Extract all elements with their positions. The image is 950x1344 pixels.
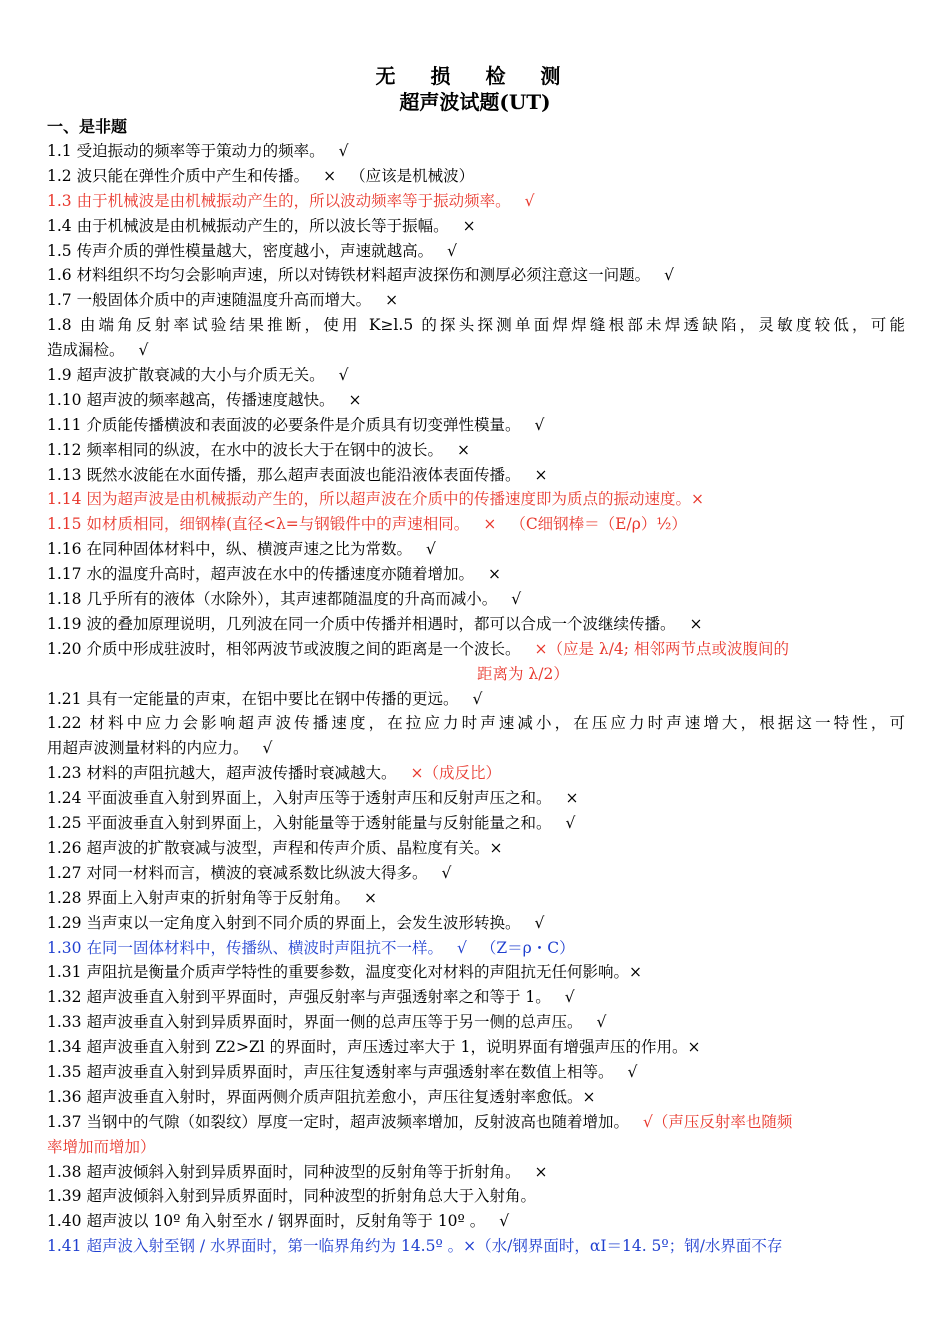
- question-text: 造成漏检。: [47, 341, 125, 360]
- question-text: 频率相同的纵波，在水中的波长大于在钢中的波长。: [86, 440, 443, 459]
- question-text: 几乎所有的液体（水除外），其声速都随温度的升高而减小。: [86, 590, 498, 609]
- question-line: [47, 911, 905, 936]
- question-text: 受迫振动的频率等于策动力的频率。: [76, 142, 325, 160]
- question-text: 超声波的扩散衰减与波型，声程和传声介质、晶粒度有关。×: [86, 838, 503, 857]
- answer-mark: √: [441, 863, 452, 882]
- question-text: 用超声波测量材料的内应力。: [47, 739, 249, 758]
- answer-mark: √: [524, 191, 535, 210]
- question-text: 超声波倾斜入射到异质界面时，同种波型的反射角等于折射角。: [86, 1162, 521, 1181]
- question-number: 1.27: [47, 863, 87, 882]
- question-text: 由于机械波是由机械振动产生的，所以波长等于振幅。: [76, 216, 449, 235]
- question-text: 界面上入射声束的折射角等于反射角。: [86, 888, 350, 907]
- answer-mark: √: [627, 1062, 638, 1081]
- answer-mark: ×: [534, 465, 548, 484]
- question-line: [47, 1135, 905, 1160]
- question-line: [47, 512, 905, 537]
- answer-mark: √: [447, 241, 457, 260]
- answer-mark: ×: [565, 789, 579, 808]
- question-line: [47, 562, 905, 587]
- question-text: 超声波倾斜入射到异质界面时，同种波型的折射角总大于入射角。: [86, 1187, 536, 1206]
- question-line: [47, 1110, 905, 1135]
- question-text: 一般固体介质中的声速随温度升高而增大。: [76, 291, 372, 310]
- answer-mark: ×: [462, 216, 476, 235]
- answer-mark: √: [511, 590, 522, 609]
- answer-note: ×（应是 λ/4; 相邻两节点或波腹间的: [534, 639, 789, 658]
- question-number: 1.32: [47, 988, 87, 1007]
- question-number: 1.26: [47, 838, 87, 857]
- question-number: 1.4: [47, 216, 77, 235]
- question-line: [47, 786, 905, 811]
- question-number: 1.1: [47, 142, 77, 160]
- question-number: 1.37: [47, 1112, 87, 1131]
- question-text: 超声波的频率越高，传播速度越快。: [86, 390, 335, 409]
- question-text: 当声束以一定角度入射到不同介质的界面上，会发生波形转换。: [86, 913, 521, 932]
- answer-mark: √: [472, 689, 483, 708]
- question-number: 1.6: [47, 266, 77, 285]
- question-line: [47, 711, 905, 736]
- question-number: 1.23: [47, 764, 87, 783]
- answer-mark: √: [338, 366, 349, 385]
- question-text: 由端角反射率试验结果推断，使用 K≥l.5 的探头探测单面焊焊缝根部未焊透缺陷，灵敏度较低，可能: [79, 316, 905, 335]
- question-text: 水的温度升高时，超声波在水中的传播速度亦随着增加。: [86, 565, 474, 584]
- question-text: 介质中形成驻波时，相邻两波节或波腹之间的距离是一个波长。: [86, 639, 521, 658]
- question-line: [47, 936, 905, 961]
- question-number: 1.5: [47, 241, 77, 260]
- question-number: 1.12: [47, 440, 87, 459]
- doc-title: 无 损 检 测: [375, 64, 575, 88]
- answer-mark: ×: [323, 166, 337, 185]
- question-text: 声阻抗是衡量介质声学特性的重要参数，温度变化对材料的声阻抗无任何影响。×: [86, 963, 642, 982]
- question-number: 1.14: [47, 490, 87, 509]
- answer-mark: √: [499, 1212, 510, 1231]
- question-line: [47, 761, 905, 786]
- question-line: [47, 662, 905, 687]
- answer-mark: √: [664, 266, 674, 285]
- question-line: [47, 487, 905, 512]
- question-number: 1.21: [47, 689, 87, 708]
- question-number: 1.30: [47, 938, 87, 957]
- question-line: [47, 861, 905, 886]
- question-text: 因为超声波是由机械振动产生的，所以超声波在介质中的传播速度即为质点的振动速度。×: [86, 490, 704, 509]
- question-text: 超声波垂直入射到异质界面时，声压往复透射率与声强透射率在数值上相等。: [86, 1062, 614, 1081]
- question-number: 1.10: [47, 390, 87, 409]
- question-number: 1.11: [47, 415, 87, 434]
- answer-mark: √: [564, 988, 575, 1007]
- question-line: [47, 985, 905, 1010]
- question-line: [47, 164, 905, 189]
- answer-mark: √: [596, 1013, 607, 1032]
- answer-mark: √: [565, 814, 576, 833]
- question-line: [47, 811, 905, 836]
- question-text: 平面波垂直入射到界面上，入射声压等于透射声压和反射声压之和。: [86, 789, 552, 808]
- question-number: 1.3: [47, 191, 77, 210]
- question-line: [47, 388, 905, 413]
- question-text: 超声波垂直入射到 Z2>Zl 的界面时，声压透过率大于 1，说明界面有增强声压的作用。×: [86, 1038, 701, 1057]
- question-line: [47, 587, 905, 612]
- answer-note: √（声压反射率也随频: [642, 1112, 793, 1131]
- question-text: 在同种固体材料中，纵、横渡声速之比为常数。: [86, 540, 412, 559]
- answer-mark: √: [534, 913, 545, 932]
- question-line: [47, 687, 905, 712]
- answer-mark: √: [338, 142, 349, 160]
- question-text: 材料组织不均匀会影响声速，所以对铸铁材料超声波探伤和测厚必须注意这一问题。: [76, 266, 651, 285]
- question-number: 1.25: [47, 814, 87, 833]
- question-text: 波只能在弹性介质中产生和传播。: [76, 166, 310, 185]
- question-line: [47, 438, 905, 463]
- question-line: [47, 1035, 905, 1060]
- question-line: [47, 537, 905, 562]
- question-number: 1.7: [47, 291, 77, 310]
- answer-mark: √: [138, 341, 149, 360]
- question-text: 超声波入射至钢 / 水界面时，第一临界角约为 14.5º 。×（水/钢界面时，αⅠ＝14. 5º；钢/水界面不存: [86, 1237, 783, 1256]
- question-line: [47, 886, 905, 911]
- question-text: 超声波垂直入射时，界面两侧介质声阻抗差愈小，声压往复透射率愈低。×: [86, 1087, 596, 1106]
- question-number: 1.33: [47, 1013, 87, 1032]
- question-line: [47, 189, 905, 214]
- answer-mark: √: [262, 739, 273, 758]
- question-text: 对同一材料而言，横波的衰减系数比纵波大得多。: [86, 863, 428, 882]
- question-number: 1.17: [47, 565, 87, 584]
- question-line: [47, 836, 905, 861]
- question-line: [47, 239, 905, 264]
- question-text: 材料中应力会影响超声波传播速度，在拉应力时声速减小，在压应力时声速增大，根据这一特性，可: [89, 714, 905, 733]
- question-line: [47, 263, 905, 288]
- question-number: 1.35: [47, 1062, 87, 1081]
- question-line: [47, 1209, 905, 1234]
- question-line: [47, 960, 905, 985]
- question-number: 1.13: [47, 465, 87, 484]
- question-text: 具有一定能量的声束，在铝中要比在钢中传播的更远。: [86, 689, 459, 708]
- question-text: 既然水波能在水面传播，那么超声表面波也能沿液体表面传播。: [86, 465, 521, 484]
- question-number: 1.38: [47, 1162, 87, 1181]
- question-number: 1.40: [47, 1212, 87, 1231]
- question-number: 1.8: [47, 316, 80, 335]
- question-text: 超声波垂直入射到异质界面时，界面一侧的总声压等于另一侧的总声压。: [86, 1013, 583, 1032]
- question-line: [47, 1060, 905, 1085]
- question-text: 传声介质的弹性模量越大，密度越小，声速就越高。: [76, 241, 434, 260]
- question-text: 当钢中的气隙（如裂纹）厚度一定时，超声波频率增加，反射波高也随着增加。: [86, 1112, 629, 1131]
- answer-note: 距离为 λ/2）: [477, 664, 569, 683]
- question-line: [47, 338, 905, 363]
- question-text: 介质能传播横波和表面波的必要条件是介质具有切变弹性模量。: [86, 415, 521, 434]
- question-text: 由于机械波是由机械振动产生的，所以波动频率等于振动频率。: [76, 191, 511, 210]
- section-heading: 一、是非题: [47, 117, 128, 136]
- answer-mark: ×: [487, 565, 501, 584]
- question-number: 1.41: [47, 1237, 87, 1256]
- question-list: [47, 139, 905, 1259]
- question-number: 1.28: [47, 888, 87, 907]
- question-line: [47, 313, 905, 338]
- answer-mark: √: [456, 938, 467, 957]
- question-line: [47, 288, 905, 313]
- question-line: [47, 1085, 905, 1110]
- answer-mark: ×: [483, 515, 497, 534]
- question-number: 1.2: [47, 166, 77, 185]
- question-line: [47, 736, 905, 761]
- question-number: 1.31: [47, 963, 87, 982]
- question-text: 超声波以 10º 角入射至水 / 钢界面时，反射角等于 10º 。: [86, 1212, 486, 1231]
- question-line: [47, 463, 905, 488]
- answer-note: （Z＝ρ・C）: [480, 938, 575, 957]
- doc-subtitle: 超声波试题(UT): [399, 90, 551, 114]
- answer-mark: ×: [363, 888, 377, 907]
- question-line: [47, 1010, 905, 1035]
- question-line: [47, 363, 905, 388]
- answer-mark: √: [534, 415, 545, 434]
- question-number: 1.20: [47, 639, 87, 658]
- answer-note: （应该是机械波）: [350, 166, 475, 185]
- question-number: 1.39: [47, 1187, 87, 1206]
- question-number: 1.29: [47, 913, 87, 932]
- question-number: 1.16: [47, 540, 87, 559]
- question-number: 1.9: [47, 366, 77, 385]
- answer-note: ×（成反比）: [410, 764, 501, 783]
- question-number: 1.18: [47, 590, 87, 609]
- answer-mark: ×: [456, 440, 470, 459]
- question-number: 1.36: [47, 1087, 87, 1106]
- answer-mark: ×: [385, 291, 399, 310]
- question-line: [47, 1234, 905, 1259]
- question-text: 在同一固体材料中，传播纵、横波时声阻抗不一样。: [86, 938, 443, 957]
- question-line: [47, 214, 905, 239]
- question-line: [47, 1160, 905, 1185]
- answer-mark: ×: [534, 1162, 548, 1181]
- answer-mark: ×: [689, 614, 703, 633]
- question-text: 超声波扩散衰减的大小与介质无关。: [76, 366, 325, 385]
- answer-mark: √: [425, 540, 436, 559]
- question-text: 超声波垂直入射到平界面时，声强反射率与声强透射率之和等于 1。: [86, 988, 551, 1007]
- question-text: 波的叠加原理说明，几列波在同一介质中传播并相遇时，都可以合成一个波继续传播。: [86, 614, 676, 633]
- answer-note: 率增加而增加）: [47, 1137, 156, 1156]
- question-line: [47, 1184, 905, 1209]
- question-text: 材料的声阻抗越大，超声波传播时衰减越大。: [86, 764, 397, 783]
- question-number: 1.19: [47, 614, 87, 633]
- answer-mark: ×: [348, 390, 362, 409]
- question-line: [47, 637, 905, 662]
- answer-note: （C细钢棒＝（E/ρ）½）: [510, 515, 687, 534]
- question-number: 1.15: [47, 515, 87, 534]
- question-text: 如材质相同，细钢棒(直径<λ=与钢锻件中的声速相同。: [86, 515, 470, 534]
- question-number: 1.34: [47, 1038, 87, 1057]
- question-number: 1.22: [47, 714, 90, 733]
- question-line: [47, 139, 905, 164]
- question-number: 1.24: [47, 789, 87, 808]
- question-line: [47, 612, 905, 637]
- question-line: [47, 413, 905, 438]
- question-text: 平面波垂直入射到界面上，入射能量等于透射能量与反射能量之和。: [86, 814, 552, 833]
